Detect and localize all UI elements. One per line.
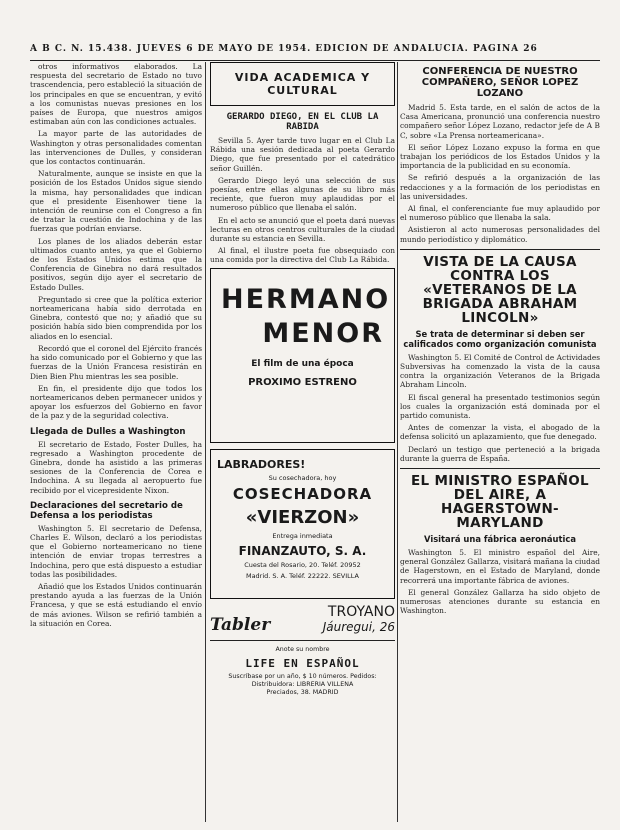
article-headline: EL MINISTRO ESPAÑOL DEL AIRE, A HAGERSTOWN-MARYLAND [411,473,589,532]
ad-brand: «VIERZON» [245,506,360,528]
paragraph: Se refirió después a la organización de las redacciones y a la formación de los periodistas en las universidades. [400,173,600,201]
ad-delivery: Entrega inmediata [272,531,333,540]
harvester-advertisement [210,449,395,599]
paragraph: El fiscal general ha presentado testimonios según los cuales la organización está dominada por el partido comunista. [400,392,600,421]
shop-name [323,605,395,635]
paragraph: Washington 5. El ministro español del Aire, general González Gallarza, visitará mañana la ciudad de Hagerstown, en el Estado de Maryland, donde recorrerá una importante fábrica de aviones. [400,548,600,585]
column-1 [30,62,202,824]
ad-product: COSECHADORA [232,484,373,503]
subscription-note: Suscríbase por un año, $ 10 números. Pedidos: [228,672,377,680]
column-3 [400,62,600,824]
paragraph: Recordó que el coronel del Ejército francés ha sido comunicado por el Gobierno y que las fuerzas de la Unión Francesa resistirán en Dien Bien Phu mientras les sea posible. [30,343,202,381]
paragraph: Declaró un testigo que perteneció a la brigada durante la guerra de España. [400,444,600,463]
paragraph: En el acto se anunció que el poeta dará nuevas lecturas en otros centros culturales de la ciudad durante su estancia en Sevilla. [210,215,395,244]
paragraph: El señor López Lozano expuso la forma en que trabajan los periódicos de los Estados Unidos y la importancia de la publicidad en su economía. [400,142,600,171]
article-dek: Se trata de determinar si deben ser calificados como organización comunista [403,328,597,349]
paragraph: El general González Gallarza ha sido objeto de numerosas atenciones durante su estancia en Washington. [400,587,600,616]
distributor: Distribuidora: LIBRERIA VILLENA [251,680,354,688]
ad-subline: Su cosechadora, hoy [268,473,337,482]
column-rule [397,62,398,822]
film-title-line1: HERMANO [221,283,391,315]
ad-address: Cuesta del Rosario, 20. Teléf. 20952 [244,560,361,569]
paragraph: Al final, el conferenciante fue muy aplaudido por el numeroso público que llenaba la sala. [400,204,600,223]
paragraph: Antes de comenzar la vista, el abogado de la defensa solicitó un aplazamiento, que fue denegado. [400,423,600,442]
shop-title: TROYANO [327,603,395,620]
shop-ad-row [210,605,395,635]
article-headline: GERARDO DIEGO, EN EL CLUB LA RABIDA [226,112,379,132]
paragraph: Al final, el ilustre poeta fue obsequiado con una comida por la directiva del Club La Rábida. [210,246,395,265]
paragraph: Washington 5. El Comité de Control de Actividades Subversivas ha comenzado la vista de la causa contra la organización Veteranos de la Brigada Abraham Lincoln. [400,352,600,390]
subheading: Llegada de Dulles a Washington [30,426,186,437]
page-header: A B C. N. 15.438. JUEVES 6 DE MAYO DE 1954. EDICION DE ANDALUCIA. PAGINA 26 [30,44,600,61]
paragraph: El secretario de Estado, Foster Dulles, ha regresado a Washington procedente de Ginebra, donde ha asistido a las primeras sesiones de la Conferencia de Corea e Indochina. A su llegada al aeropuerto fue recibido por el vicepresidente Nixon. [30,439,202,495]
paragraph: Naturalmente, aunque se insiste en que la posición de los Estados Unidos sigue siendo la misma, hay personalidades que indican que el presidente Eisenhower tiene la intención de reunirse con el Congreso a fin de tratar la cuestión de Indochina y de las fuerzas que podrían enviarse. [30,169,202,234]
article-dek: Visitará una fábrica aeronáutica [423,534,576,545]
subheading: Declaraciones del secretario de Defensa a los periodistas [30,500,183,521]
paragraph: otros informativos elaborados. La respuesta del secretario de Estado no tuvo trascendencia, pero estableció la situación de los principales en que se encuentran, y evitó a los comunistas nuevas presiones en los países de Europa, que nuestros amigos estimaban aún con las condiciones actuales. [30,62,202,127]
divider [210,640,395,641]
article-headline: VISTA DE LA CAUSA CONTRA LOS «VETERANOS DE LA BRIGADA ABRAHAM LINCOLN» [422,253,578,326]
life-kicker: Anote su nombre [275,645,330,653]
column-2 [210,62,395,824]
paragraph: Preguntado si cree que la política exterior norteamericana había sido derrotada en Ginebra, contestó que no; y añadió que su posición había sido bien comprendida por los aliados en lo esencial. [30,294,202,341]
paragraph: Sevilla 5. Ayer tarde tuvo lugar en el Club La Rábida una sesión dedicada al poeta Gerardo Diego, que fue presentado por el catedrático señor Guillén. [210,136,395,173]
film-title-line2: MENOR [262,317,384,349]
film-tagline: El film de una época [251,358,354,369]
paragraph: En fin, el presidente dijo que todos los norteamericanos deben permanecer unidos y apoyar los esfuerzos del Gobierno en favor de la paz y de la seguridad colectiva. [30,383,202,421]
shop-address: Jáuregui, 26 [322,619,395,634]
ad-company: FINANZAUTO, S. A. [238,543,367,558]
film-advertisement [210,268,395,443]
paragraph: La mayor parte de las autoridades de Washington y otras personalidades comentan las intervenciones de Dulles, y consideran que los contactos continuarán. [30,129,202,167]
divider [400,468,600,469]
ad-lead: LABRADORES! [217,457,306,471]
paragraph: Washington 5. El secretario de Defensa, Charles E. Wilson, declaró a los periodistas que el Gobierno norteamericano no tiene intención de enviar tropas terrestres a Indochina, pero que está dispuesto a estudiar todas las posibilidades. [30,523,202,579]
magazine-title: LIFE EN ESPAÑOL [245,656,360,670]
paragraph: Los planes de los aliados deberán estar ultimados cuanto antes, ya que el Gobierno de los Estados Unidos estima que la Conferencia de Ginebra no dará resultados positivos, según dijo ayer el secretario de Estado Dulles. [30,236,202,292]
section-kicker: VIDA ACADEMICA Y CULTURAL [234,71,371,97]
article-headline: CONFERENCIA DE NUESTRO COMPAÑERO, SEÑOR LOPEZ LOZANO [421,66,579,99]
brand-logo: Tabler [210,614,271,635]
paragraph: Gerardo Diego leyó una selección de sus poesías, entre ellas algunas de su libro más reciente, que fueron muy aplaudidas por el numeroso público que llenaba el salón. [210,175,395,213]
paragraph: Asistieron al acto numerosas personalidades del mundo periodístico y diplomático. [400,225,600,244]
paragraph: Madrid 5. Esta tarde, en el salón de actos de la Casa Americana, pronunció una conferencia nuestro compañero señor López Lozano, redactor jefe de A B C, sobre «La Prensa norteamericana». [400,103,600,140]
ad-address: Madrid. S. A. Teléf. 22222. SEVILLA [245,571,360,580]
distributor-address: Preciados, 38. MADRID [266,688,339,696]
column-rule [205,62,206,822]
section-kicker-box [210,62,395,106]
paragraph: Añadió que los Estados Unidos continuarán prestando ayuda a las fuerzas de la Unión Francesa, y que se está estudiando el envío de más aviones. Wilson se refirió también a la situación en Corea. [30,581,202,628]
divider [400,249,600,250]
film-coming-soon: PROXIMO ESTRENO [248,376,357,388]
